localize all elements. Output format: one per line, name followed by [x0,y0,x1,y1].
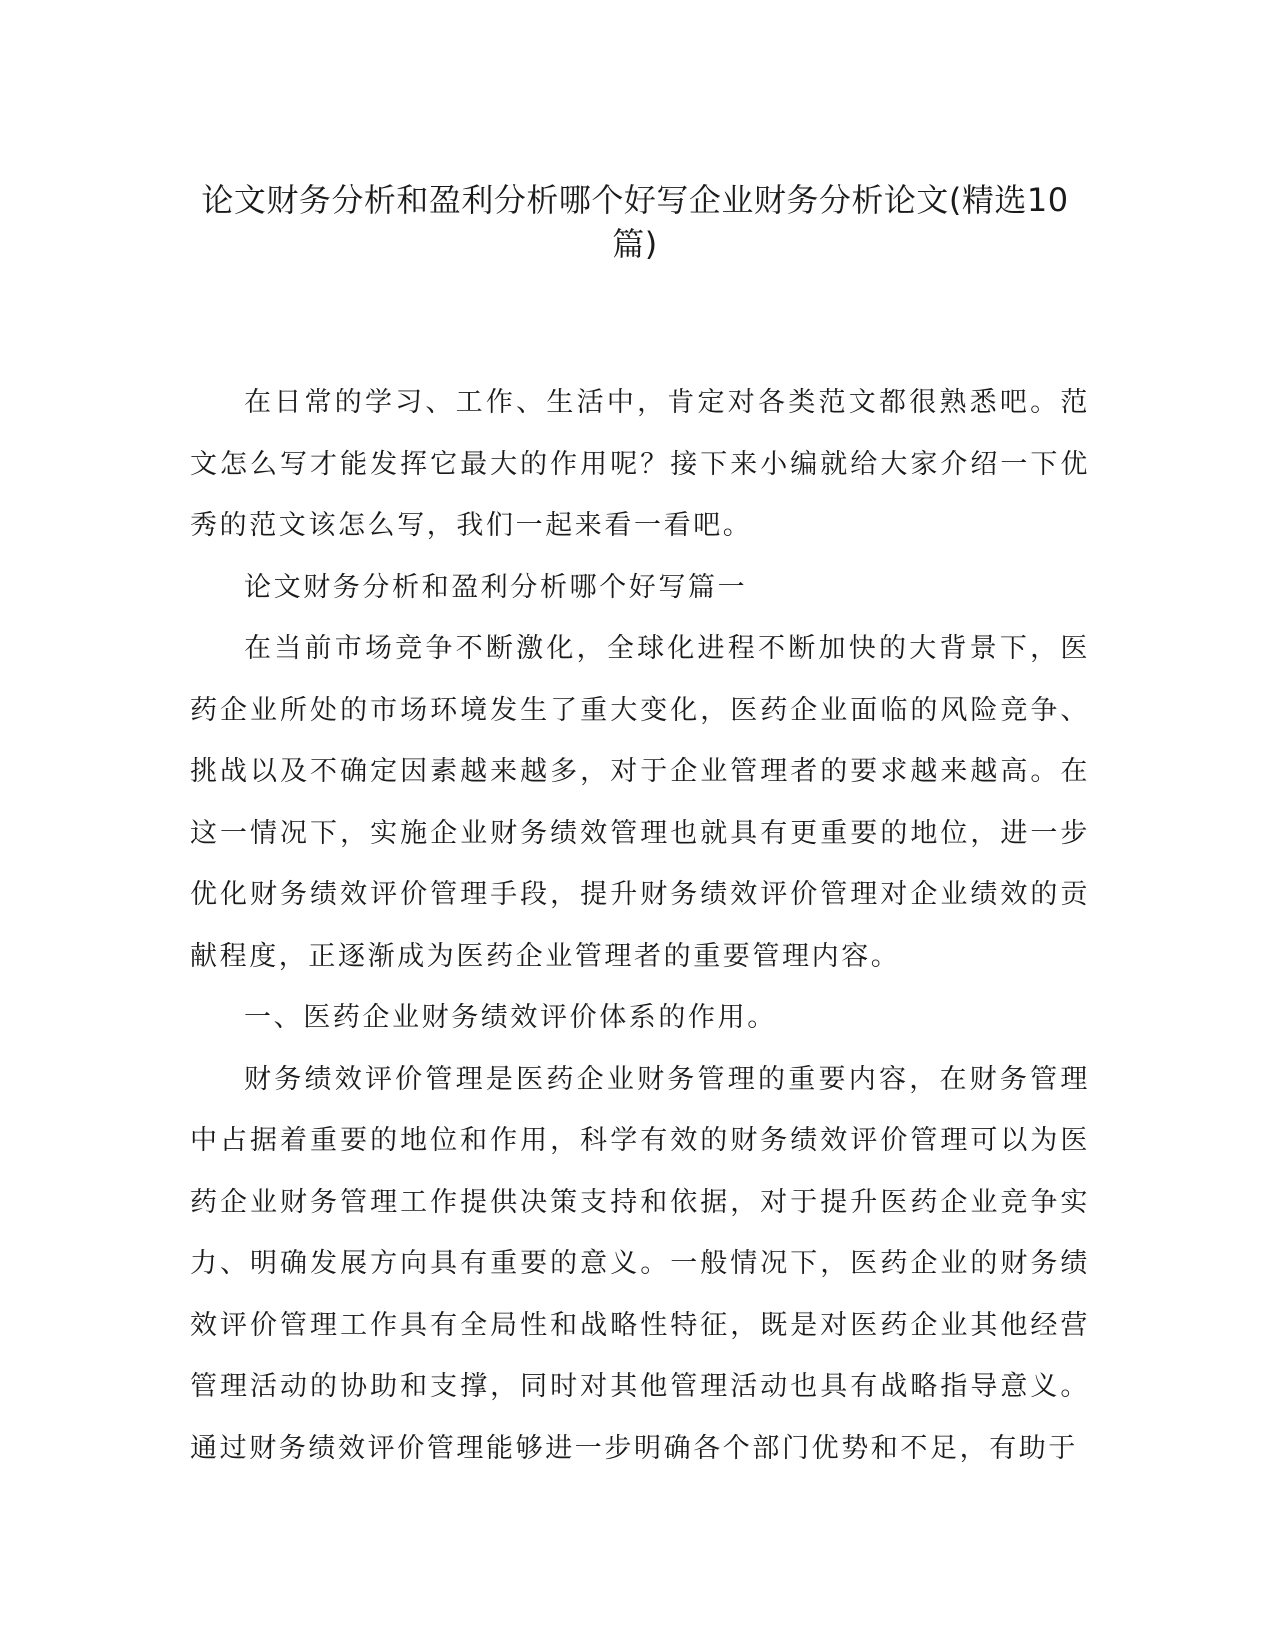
section-heading: 论文财务分析和盈利分析哪个好写篇一 [244,571,748,603]
document-title: 论文财务分析和盈利分析哪个好写企业财务分析论文(精选10篇) [201,181,1069,263]
body-paragraph: 财务绩效评价管理是医药企业财务管理的重要内容，在财务管理中占据着重要的地位和作用，科学有效的财务绩效评价管理可以为医药企业财务管理工作提供决策支持和依据，对于提升医药企业竞争实力、明确发展方向具有重要的意义。一般情况下，医药企业的财务绩效评价管理工作具有全局性和战略性特征，既是对医药企业其他经营管理活动的协助和支撑，同时对其他管理活动也具有战略指导意义。通过财务绩效评价管理能够进一步明确各个部门优势和不足，有助于 [190,1063,1090,1464]
body-paragraph: 在当前市场竞争不断激化，全球化进程不断加快的大背景下，医药企业所处的市场环境发生了重大变化，医药企业面临的风险竞争、挑战以及不确定因素越来越多，对于企业管理者的要求越来越高。在这一情况下，实施企业财务绩效管理也就具有更重要的地位，进一步优化财务绩效评价管理手段，提升财务绩效评价管理对企业绩效的贡献程度，正逐渐成为医药企业管理者的重要管理内容。 [190,633,1090,972]
document-body [190,372,1090,1479]
intro-paragraph: 在日常的学习、工作、生活中，肯定对各类范文都很熟悉吧。范文怎么写才能发挥它最大的作用呢？接下来小编就给大家介绍一下优秀的范文该怎么写，我们一起来看一看吧。 [190,387,1090,541]
subsection-heading: 一、医药企业财务绩效评价体系的作用。 [244,1002,777,1033]
